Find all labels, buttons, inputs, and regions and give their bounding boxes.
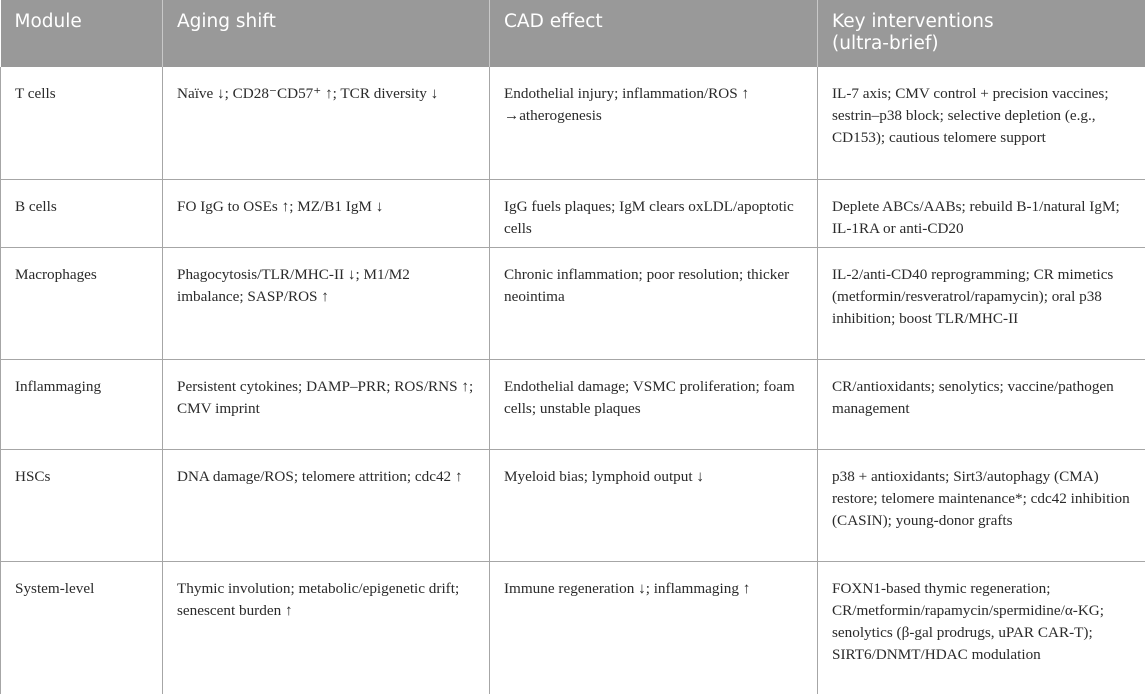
header-row (1, 0, 1145, 67)
table-row (1, 247, 1145, 359)
cell-interventions: FOXN1-based thymic regeneration; CR/metformin/rapamycin/spermidine/α-KG; senolytics (β-gal prodrugs, uPAR CAR-T); SIRT6/DNMT/HDAC modulation (818, 561, 1145, 694)
cell-interventions: IL-2/anti-CD40 reprogramming; CR mimetics (metformin/resveratrol/rapamycin); oral p38 inhibition; boost TLR/MHC-II (818, 247, 1145, 359)
cell-aging-shift: Phagocytosis/TLR/MHC-II ↓; M1/M2 imbalance; SASP/ROS ↑ (163, 247, 490, 359)
table-body (1, 67, 1145, 694)
cell-aging-shift: DNA damage/ROS; telomere attrition; cdc42 ↑ (163, 449, 490, 561)
table-row (1, 359, 1145, 449)
cell-interventions: Deplete ABCs/AABs; rebuild B-1/natural IgM; IL-1RA or anti-CD20 (818, 179, 1145, 247)
cell-module: System-level (1, 561, 163, 694)
table-row (1, 179, 1145, 247)
table-row (1, 67, 1145, 179)
header-module: Module (1, 0, 163, 67)
header-aging-shift: Aging shift (163, 0, 490, 67)
cell-module: Macrophages (1, 247, 163, 359)
cell-cad-effect: Immune regeneration ↓; inflammaging ↑ (490, 561, 818, 694)
cell-interventions: IL-7 axis; CMV control + precision vaccines; sestrin–p38 block; selective depletion (e.g., CD153); cautious telomere support (818, 67, 1145, 179)
cell-aging-shift: Persistent cytokines; DAMP–PRR; ROS/RNS ↑; CMV imprint (163, 359, 490, 449)
table-header (1, 0, 1145, 67)
table-row (1, 449, 1145, 561)
cell-module: HSCs (1, 449, 163, 561)
cell-interventions: p38 + antioxidants; Sirt3/autophagy (CMA) restore; telomere maintenance*; cdc42 inhibition (CASIN); young-donor grafts (818, 449, 1145, 561)
cell-module: T cells (1, 67, 163, 179)
header-key-interventions (818, 0, 1145, 67)
header-key-interventions-line1: Key interventions (832, 11, 994, 32)
cell-aging-shift: Thymic involution; metabolic/epigenetic drift; senescent burden ↑ (163, 561, 490, 694)
cell-module: B cells (1, 179, 163, 247)
cell-aging-shift: Naïve ↓; CD28⁻CD57⁺ ↑; TCR diversity ↓ (163, 67, 490, 179)
header-cad-effect: CAD effect (490, 0, 818, 67)
table-row (1, 561, 1145, 694)
cell-cad-effect: Chronic inflammation; poor resolution; thicker neointima (490, 247, 818, 359)
cell-cad-effect: Endothelial injury; inflammation/ROS ↑ →atherogenesis (490, 67, 818, 179)
cell-aging-shift: FO IgG to OSEs ↑; MZ/B1 IgM ↓ (163, 179, 490, 247)
cell-interventions: CR/antioxidants; senolytics; vaccine/pathogen management (818, 359, 1145, 449)
cell-module: Inflammaging (1, 359, 163, 449)
cell-cad-effect: IgG fuels plaques; IgM clears oxLDL/apoptotic cells (490, 179, 818, 247)
cell-cad-effect: Myeloid bias; lymphoid output ↓ (490, 449, 818, 561)
cell-cad-effect: Endothelial damage; VSMC proliferation; foam cells; unstable plaques (490, 359, 818, 449)
header-key-interventions-line2: (ultra-brief) (832, 33, 939, 54)
